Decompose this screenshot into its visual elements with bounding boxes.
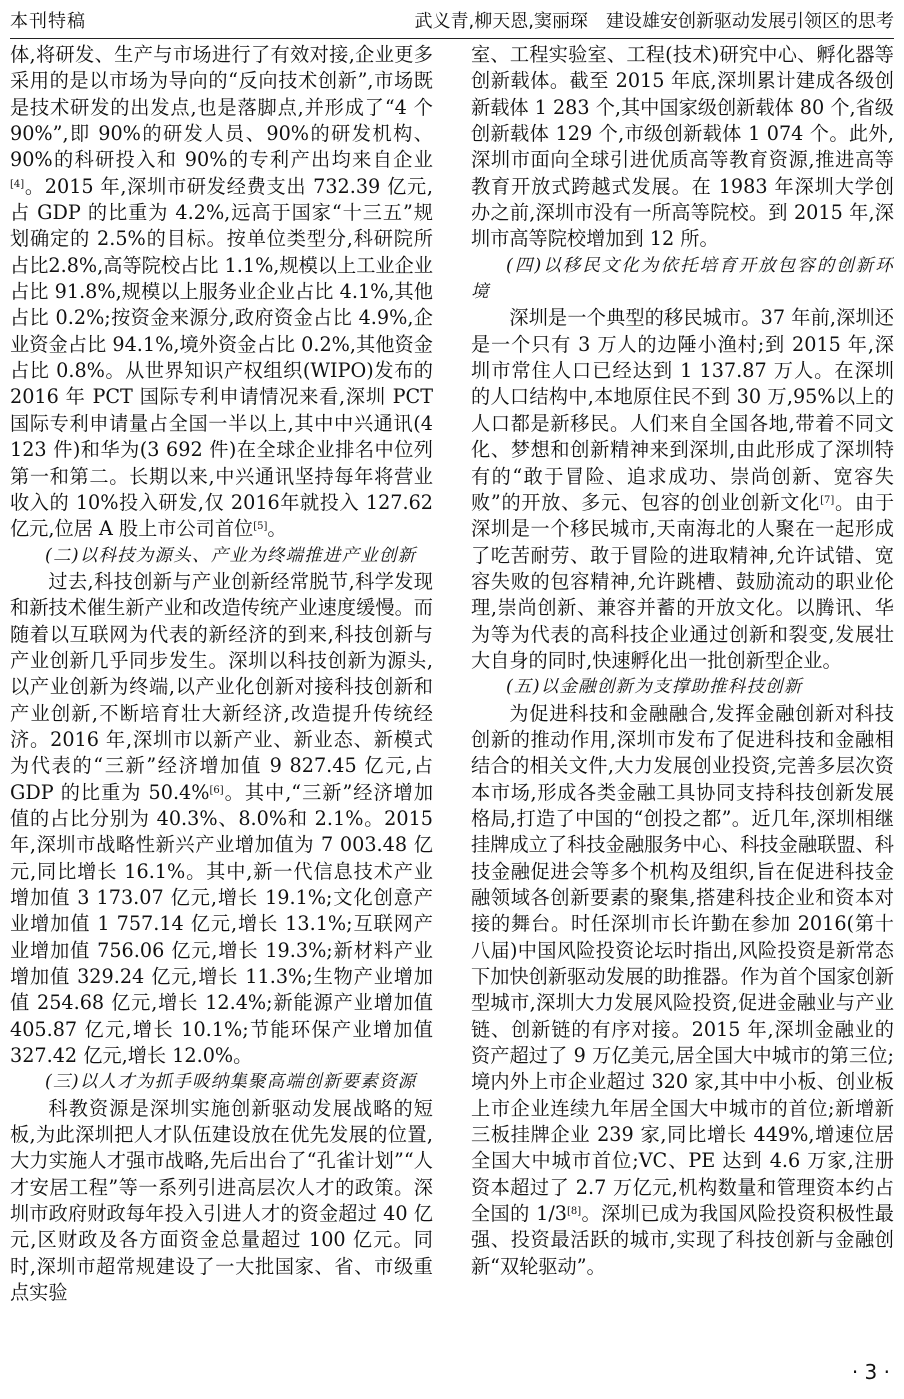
section-heading: (二)以科技为源头、产业为终端推进产业创新 bbox=[45, 545, 417, 566]
paragraph: 为促进科技和金融融合,发挥金融创新对科技创新的推动作用,深圳市发布了促进科技和金融相结合的相关文件,大力发展创业投资,完善多层次资本市场,形成各类金融工具协同支持科技创新发展格局,打造了中国的“创投之都”。近几年,深圳相继挂牌成立了科技金融服务中心、科技金融联盟、科技金融促进会等多个机构及组织,旨在促进科技金融领域各创新要素的聚集,搭建科技企业和资本对接的舞台。时任深圳市长许勤在参加 2016(第十八届)中国风险投资论坛时指出,风险投资是新常态下加快创新驱动发展的助推器。作为首个国家创新型城市,深圳大力发展风险投资,促进金融业与产业链、创新链的有序对接。2015 年,深圳金融业的资产超过了 9 万亿美元,居全国大中城市的第三位;境内外上市企业超过 320 家,其中中小板、创业板上市企业连续九年居全国大中城市的首位;新增新三板挂牌企业 239 家,同比增长 449%,增速位居全国大中城市首位;VC、PE 达到 4.6 万家,注册资本超过了 2.7 万亿元,机构数量和管理资本约占全国的 1/3[8]。深圳已成为我国风险投资积极性最强、投资最活跃的城市,实现了科技创新与金融创新“双轮驱动”。 bbox=[471, 701, 894, 1278]
citation[interactable]: [4] bbox=[10, 178, 25, 190]
citation[interactable]: [6] bbox=[209, 784, 224, 796]
page-number: · 3 · bbox=[851, 1360, 890, 1384]
section-heading: (三)以人才为抓手吸纳集聚高端创新要素资源 bbox=[45, 1072, 417, 1093]
citation[interactable]: [7] bbox=[820, 494, 835, 506]
paragraph: 科教资源是深圳实施创新驱动发展战略的短板,为此深圳把人才队伍建设放在优先发展的位置,大力实施人才强市战略,先后出台了“孔雀计划”“人才安居工程”等一系列引进高层次人才的政策。深圳市政府财政每年投入引进人才的资金超过 40 亿元,区财政及各方面资金总量超过 100 亿元。同时,深圳市超常规建设了一大批国家、省、市级重点实验 bbox=[10, 1096, 433, 1305]
citation[interactable]: [8] bbox=[567, 1206, 582, 1218]
page-header bbox=[10, 0, 894, 39]
journal-section: 本刊特稿 bbox=[10, 11, 86, 32]
paragraph: 过去,科技创新与产业创新经常脱节,科学发现和新技术催生新产业和改造传统产业速度缓慢。而随着以互联网为代表的新经济的到来,科技创新与产业创新几乎同步发生。深圳以科技创新为源头,以产业创新为终端,以产业化创新对接科技创新和产业创新,不断培育壮大新经济,改造提升传统经济。2016 年,深圳市以新产业、新业态、新模式为代表的“三新”经济增加值 9 827.45 亿元,占 GDP 的比重为 50.4%[6]。其中,“三新”经济增加值的占比分别为 40.3%、8.0%和 2.1%。2015 年,深圳市战略性新兴产业增加值为 7 003.48 亿元,同比增长 16.1%。其中,新一代信息技术产业增加值 3 173.07 亿元,增长 19.1%;文化创意产业增加值 1 757.14 亿元,增长 13.1%;互联网产业增加值 756.06 亿元,增长 19.3%;新材料产业增加值 329.24 亿元,增长 11.3%;生物产业增加值 254.68 亿元,增长 12.4%;新能源产业增加值 405.87 亿元,增长 10.1%;节能环保产业增加值 327.42 亿元,增长 12.0%。 bbox=[10, 569, 433, 1068]
right-column bbox=[471, 42, 894, 1352]
citation[interactable]: [5] bbox=[253, 521, 268, 533]
paragraph: 体,将研发、生产与市场进行了有效对接,企业更多采用的是以市场为导向的“反向技术创新”,市场既是技术研发的出发点,也是落脚点,并形成了“4 个 90%”,即 90%的研发人员、90%的研发机构、90%的科研投入和 90%的专利产出均来自企业[4]。2015 年,深圳市研发经费支出 732.39 亿元,占 GDP 的比重为 4.2%,远高于国家“十三五”规划确定的 2.5%的目标。按单位类型分,科研院所占比2.8%,高等院校占比 1.1%,规模以上工业企业占比 91.8%,规模以上服务业企业占比 4.1%,其他占比 0.2%;按资金来源分,政府资金占比 4.9%,企业资金占比 94.1%,境外资金占比 0.2%,其他资金占比 0.8%。从世界知识产权组织(WIPO)发布的 2016 年 PCT 国际专利申请情况来看,深圳 PCT 国际专利申请量占全国一半以上,其中中兴通讯(4 123 件)和华为(3 692 件)在全球企业排名中位列第一和第二。长期以来,中兴通讯坚持每年将营业收入的 10%投入研发,仅 2016年就投入 127.62 亿元,位居 A 股上市公司首位[5]。 bbox=[10, 43, 433, 541]
section-heading: (五)以金融创新为支撑助推科技创新 bbox=[506, 677, 803, 698]
paragraph: 深圳是一个典型的移民城市。37 年前,深圳还是一个只有 3 万人的边陲小渔村;到 2015 年,深圳市常住人口已经达到 1 137.87 万人。在深圳的人口结构中,本地原住民不到 30 万,95%以上的人口都是新移民。人们来自全国各地,带着不同文化、梦想和创新精神来到深圳,由此形成了深圳特有的“敢于冒险、追求成功、崇尚创新、宽容失败”的开放、多元、包容的创业创新文化[7]。由于深圳是一个移民城市,天南海北的人聚在一起形成了吃苦耐劳、敢于冒险的进取精神,允许试错、宽容失败的包容精神,允许跳槽、鼓励流动的职业伦理,崇尚创新、兼容并蓄的开放文化。以腾讯、华为等为代表的高科技企业通过创新和裂变,发展壮大自身的同时,快速孵化出一批创新型企业。 bbox=[471, 306, 894, 672]
section-heading: (四)以移民文化为依托培育开放包容的创新环境 bbox=[471, 255, 894, 303]
paragraph: 室、工程实验室、工程(技术)研究中心、孵化器等创新载体。截至 2015 年底,深圳累计建成各级创新载体 1 283 个,其中国家级创新载体 80 个,省级创新载体 129 个,市级创新载体 1 074 个。此外,深圳市面向全球引进优质高等教育资源,推进高等教育开放式跨越式发展。在 1983 年深圳大学创办之前,深圳市没有一所高等院校。到 2015 年,深圳市高等院校增加到 12 所。 bbox=[471, 43, 894, 251]
left-column bbox=[10, 42, 433, 1352]
running-title: 武义青,柳天恩,窦丽琛 建设雄安创新驱动发展引领区的思考 bbox=[414, 11, 894, 32]
